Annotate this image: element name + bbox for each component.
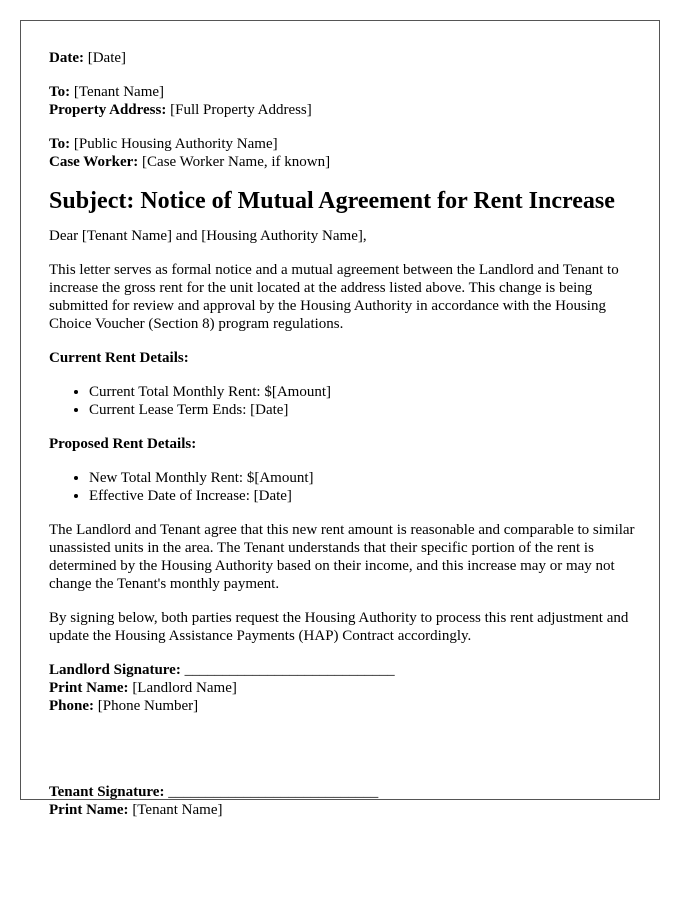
proposed-rent-heading: Proposed Rent Details: [49, 436, 197, 452]
case-worker-label: Case Worker: [49, 154, 139, 170]
landlord-print-name-label: Print Name: [49, 680, 129, 696]
landlord-signature-field: ____________________________ [180, 662, 395, 678]
agreement-paragraph: The Landlord and Tenant agree that this new rent amount is reasonable and comparable to similar unassisted units in the area. The Tenant understands that their specific portion of the rent is determined by the Housing Authority based on their income, and this increase may or may not change the Tenant's monthly payment. [49, 522, 635, 592]
tenant-signature-block [49, 783, 639, 819]
authority-recipient-block [49, 135, 639, 171]
tenant-recipient-block [49, 83, 639, 119]
property-address-value: [Full Property Address] [166, 102, 312, 118]
landlord-phone-label: Phone: [49, 698, 94, 714]
to-tenant-label: To: [49, 84, 71, 100]
to-tenant-line [49, 83, 639, 101]
date-value: [Date] [83, 50, 127, 66]
letter-content [49, 49, 639, 835]
list-item: • Current Total Monthly Rent: $[Amount] [89, 383, 639, 401]
closing-paragraph: By signing below, both parties request the Housing Authority to process this rent adjustment and update the Housing Assistance Payments (HAP) Contract accordingly. [49, 610, 629, 644]
salutation: Dear [Tenant Name] and [Housing Authority Name], [49, 228, 367, 244]
landlord-phone-line [49, 697, 639, 715]
tenant-print-name-value: [Tenant Name] [128, 802, 223, 818]
tenant-signature-label: Tenant Signature: [49, 784, 165, 800]
case-worker-value: [Case Worker Name, if known] [138, 154, 331, 170]
landlord-signature-block [49, 661, 639, 715]
landlord-phone-value: [Phone Number] [94, 698, 199, 714]
date-line [49, 49, 639, 67]
to-authority-value: [Public Housing Authority Name] [70, 136, 278, 152]
tenant-signature-field: ____________________________ [164, 784, 379, 800]
current-rent-heading: Current Rent Details: [49, 350, 189, 366]
tenant-print-name-line [49, 801, 639, 819]
property-address-label: Property Address: [49, 102, 167, 118]
tenant-print-name-label: Print Name: [49, 802, 129, 818]
letter-page [20, 20, 660, 818]
landlord-print-name-line [49, 679, 639, 697]
date-label: Date: [49, 50, 84, 66]
to-authority-line [49, 135, 639, 153]
landlord-print-name-value: [Landlord Name] [128, 680, 237, 696]
list-item: • Effective Date of Increase: [Date] [89, 487, 639, 505]
to-authority-label: To: [49, 136, 71, 152]
to-tenant-value: [Tenant Name] [70, 84, 165, 100]
tenant-signature-line [49, 783, 639, 801]
subject-heading: Subject: Notice of Mutual Agreement for Rent Increase [49, 188, 615, 214]
signature-spacer [49, 731, 639, 783]
list-item: • Current Lease Term Ends: [Date] [89, 401, 639, 419]
landlord-signature-label: Landlord Signature: [49, 662, 181, 678]
date-block [49, 49, 639, 67]
intro-paragraph: This letter serves as formal notice and a mutual agreement between the Landlord and Tenant to increase the gross rent for the unit located at the address listed above. This change is being submitted for review and approval by the Housing Authority in accordance with the Housing Choice Voucher (Section 8) program regulations. [49, 262, 619, 332]
landlord-signature-line [49, 661, 639, 679]
proposed-rent-list [49, 469, 639, 505]
list-item: • New Total Monthly Rent: $[Amount] [89, 469, 639, 487]
property-address-line [49, 101, 639, 119]
current-rent-list [49, 383, 639, 419]
case-worker-line [49, 153, 639, 171]
